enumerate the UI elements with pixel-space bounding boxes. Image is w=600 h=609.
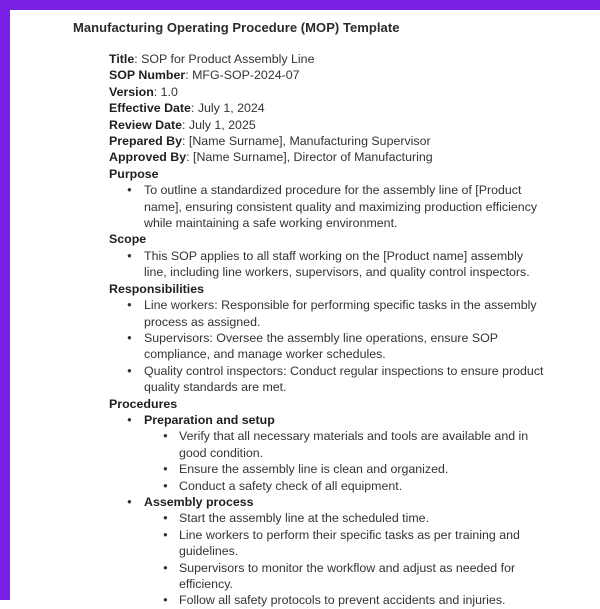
responsibilities-heading: Responsibilities xyxy=(109,281,205,296)
list-item: ● To outline a standardized procedure for the assembly line of [Product name], ensuring consistent quality and maximizing production efficiency while maintaining a safe working environment. xyxy=(109,182,549,231)
list-item: ● Quality control inspectors: Conduct regular inspections to ensure product quality standards are met. xyxy=(109,363,549,396)
meta-review-date: Review Date: July 1, 2025 xyxy=(109,117,256,132)
list-item: ● Ensure the assembly line is clean and organized. xyxy=(144,461,549,477)
list-item: ● Line workers: Responsible for performing specific tasks in the assembly process as assigned. xyxy=(109,297,549,330)
list-item: ● Verify that all necessary materials and tools are available and in good condition. xyxy=(144,428,549,461)
scope-heading: Scope xyxy=(109,232,147,247)
purpose-list xyxy=(109,182,549,231)
procedure-steps xyxy=(144,428,549,494)
responsibilities-list xyxy=(109,297,549,395)
list-item: ● Conduct a safety check of all equipment. xyxy=(144,478,549,494)
meta-sop-number: SOP Number: MFG-SOP-2024-07 xyxy=(109,68,300,83)
procedure-group xyxy=(109,412,549,494)
meta-title: Title: SOP for Product Assembly Line xyxy=(109,52,315,66)
document-page xyxy=(10,10,600,608)
list-item: ● This SOP applies to all staff working on the [Product name] assembly line, including line workers, supervisors, and quality control inspectors. xyxy=(109,248,549,281)
list-item: ● Line workers to perform their specific tasks as per training and guidelines. xyxy=(144,527,549,560)
procedures-list xyxy=(109,412,549,609)
procedure-group xyxy=(109,494,549,609)
meta-effective-date: Effective Date: July 1, 2024 xyxy=(109,101,265,116)
list-item: ● Start the assembly line at the scheduled time. xyxy=(144,510,549,526)
meta-approved-by: Approved By: [Name Surname], Director of Manufacturing xyxy=(109,150,433,165)
purpose-heading: Purpose xyxy=(109,166,159,181)
procedure-group-title: Assembly process xyxy=(144,494,254,509)
scope-list xyxy=(109,248,549,281)
metadata-block xyxy=(109,51,549,166)
list-item: ● Follow all safety protocols to prevent accidents and injuries. xyxy=(144,592,549,608)
procedure-group-title: Preparation and setup xyxy=(144,412,275,427)
list-item: ● Supervisors to monitor the workflow and adjust as needed for efficiency. xyxy=(144,560,549,593)
list-item: ● Supervisors: Oversee the assembly line operations, ensure SOP compliance, and manage worker schedules. xyxy=(109,330,549,363)
meta-version: Version: 1.0 xyxy=(109,84,178,99)
document-body xyxy=(109,51,549,609)
document-title: Manufacturing Operating Procedure (MOP) Template xyxy=(73,20,400,35)
procedure-steps xyxy=(144,510,549,608)
meta-prepared-by: Prepared By: [Name Surname], Manufacturing Supervisor xyxy=(109,134,431,149)
procedures-heading: Procedures xyxy=(109,396,178,411)
